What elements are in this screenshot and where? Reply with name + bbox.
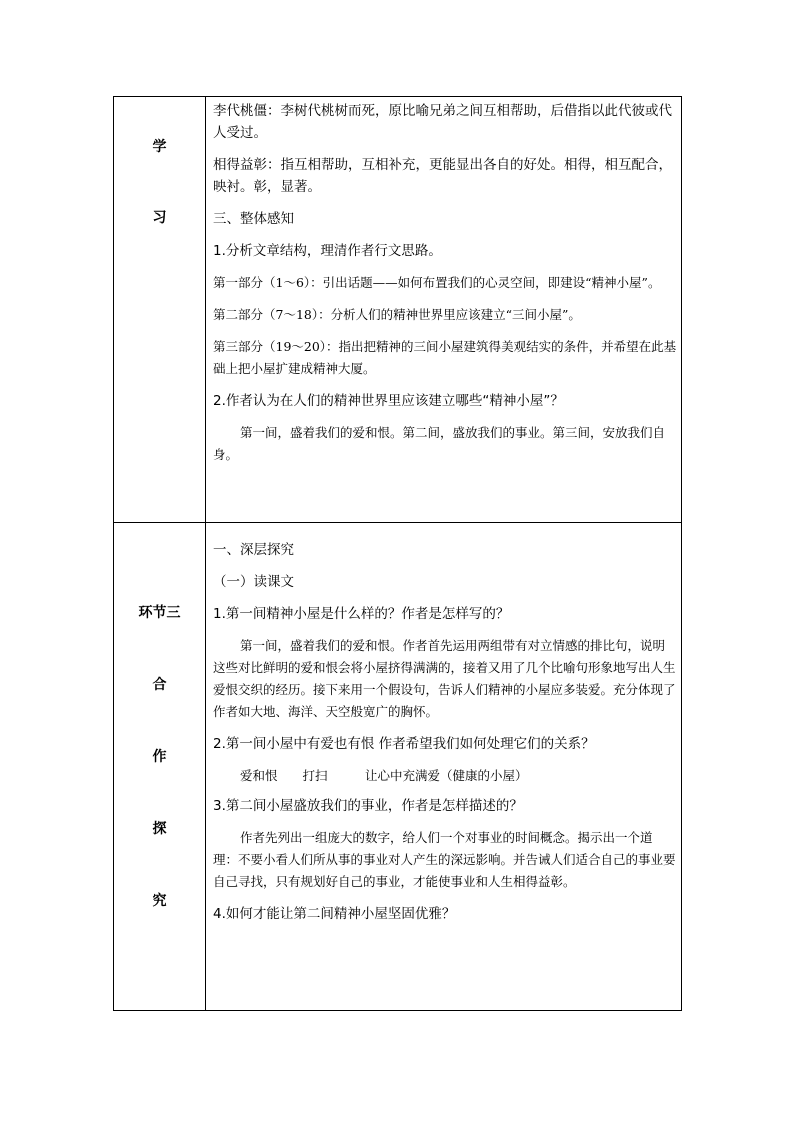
paragraph: 2.作者认为在人们的精神世界里应该建立哪些“精神小屋”？ <box>213 393 564 409</box>
content-cell <box>206 523 682 1011</box>
paragraph: 1.第一间精神小屋是什么样的？作者是怎样写的？ <box>213 606 510 622</box>
side-char: 学 <box>152 139 167 155</box>
lesson-plan-table <box>113 96 682 1011</box>
paragraph: 第一间，盛着我们的爱和恨。作者首先运用两组带有对立情感的排比句，说明这些对比鲜明的爱和恨会将小屋挤得满满的，接着又用了几个比喻句形象地写出人生爱恨交织的经历。接下来用一个假设句，告诉人们精神的小屋应多装爱。充分体现了作者如大地、海洋、天空般宽广的胸怀。 <box>213 638 676 719</box>
paragraph: 第三部分（19～20）：指出把精神的三间小屋建筑得美观结实的条件，并希望在此基础上把小屋扩建成精神大厦。 <box>213 339 677 376</box>
side-char: 合 <box>152 677 167 693</box>
paragraph: 第一间，盛着我们的爱和恨。第二间，盛放我们的事业。第三间，安放我们自身。 <box>213 425 666 462</box>
section-heading: 一、深层探究 <box>213 542 294 558</box>
paragraph: 2.第一间小屋中有爱也有恨 作者希望我们如何处理它们的关系？ <box>213 736 595 752</box>
paragraph: 1.分析文章结构，理清作者行文思路。 <box>213 243 442 259</box>
side-char: 环节三 <box>138 605 181 621</box>
side-char: 究 <box>152 893 167 909</box>
paragraph: 爱和恨 打扫 让心中充满爱（健康的小屋） <box>240 768 528 783</box>
side-label <box>114 523 205 910</box>
table-row <box>114 97 682 523</box>
side-label-cell <box>114 523 206 1011</box>
side-char: 探 <box>152 821 167 837</box>
side-char: 作 <box>152 749 167 765</box>
paragraph: 4.如何才能让第二间精神小屋坚固优雅？ <box>213 906 456 922</box>
side-label <box>114 97 205 227</box>
table-row <box>114 523 682 1011</box>
side-label-cell <box>114 97 206 523</box>
paragraph: 相得益彰：指互相帮助，互相补充，更能显出各自的好处。相得，相互配合，映衬。彰，显著。 <box>213 157 672 195</box>
section-heading: 三、整体感知 <box>213 211 294 227</box>
paragraph: 第二部分（7～18）：分析人们的精神世界里应该建立“三间小屋”。 <box>213 307 581 322</box>
paragraph: 李代桃僵：李树代桃树而死，原比喻兄弟之间互相帮助，后借指以此代彼或代人受过。 <box>213 103 672 141</box>
side-char: 习 <box>152 210 167 226</box>
paragraph: 第一部分（1～6）：引出话题——如何布置我们的心灵空间，即建设“精神小屋”。 <box>213 275 661 290</box>
section-heading: （一）读课文 <box>213 574 294 590</box>
content-cell <box>206 97 682 523</box>
paragraph: 作者先列出一组庞大的数字，给人们一个对事业的时间概念。揭示出一个道理：不要小看人们所从事的事业对人产生的深远影响。并告诫人们适合自己的事业要自己寻找，只有规划好自己的事业，才能使事业和人生相得益彰。 <box>213 830 676 889</box>
paragraph: 3.第二间小屋盛放我们的事业，作者是怎样描述的？ <box>213 798 523 814</box>
